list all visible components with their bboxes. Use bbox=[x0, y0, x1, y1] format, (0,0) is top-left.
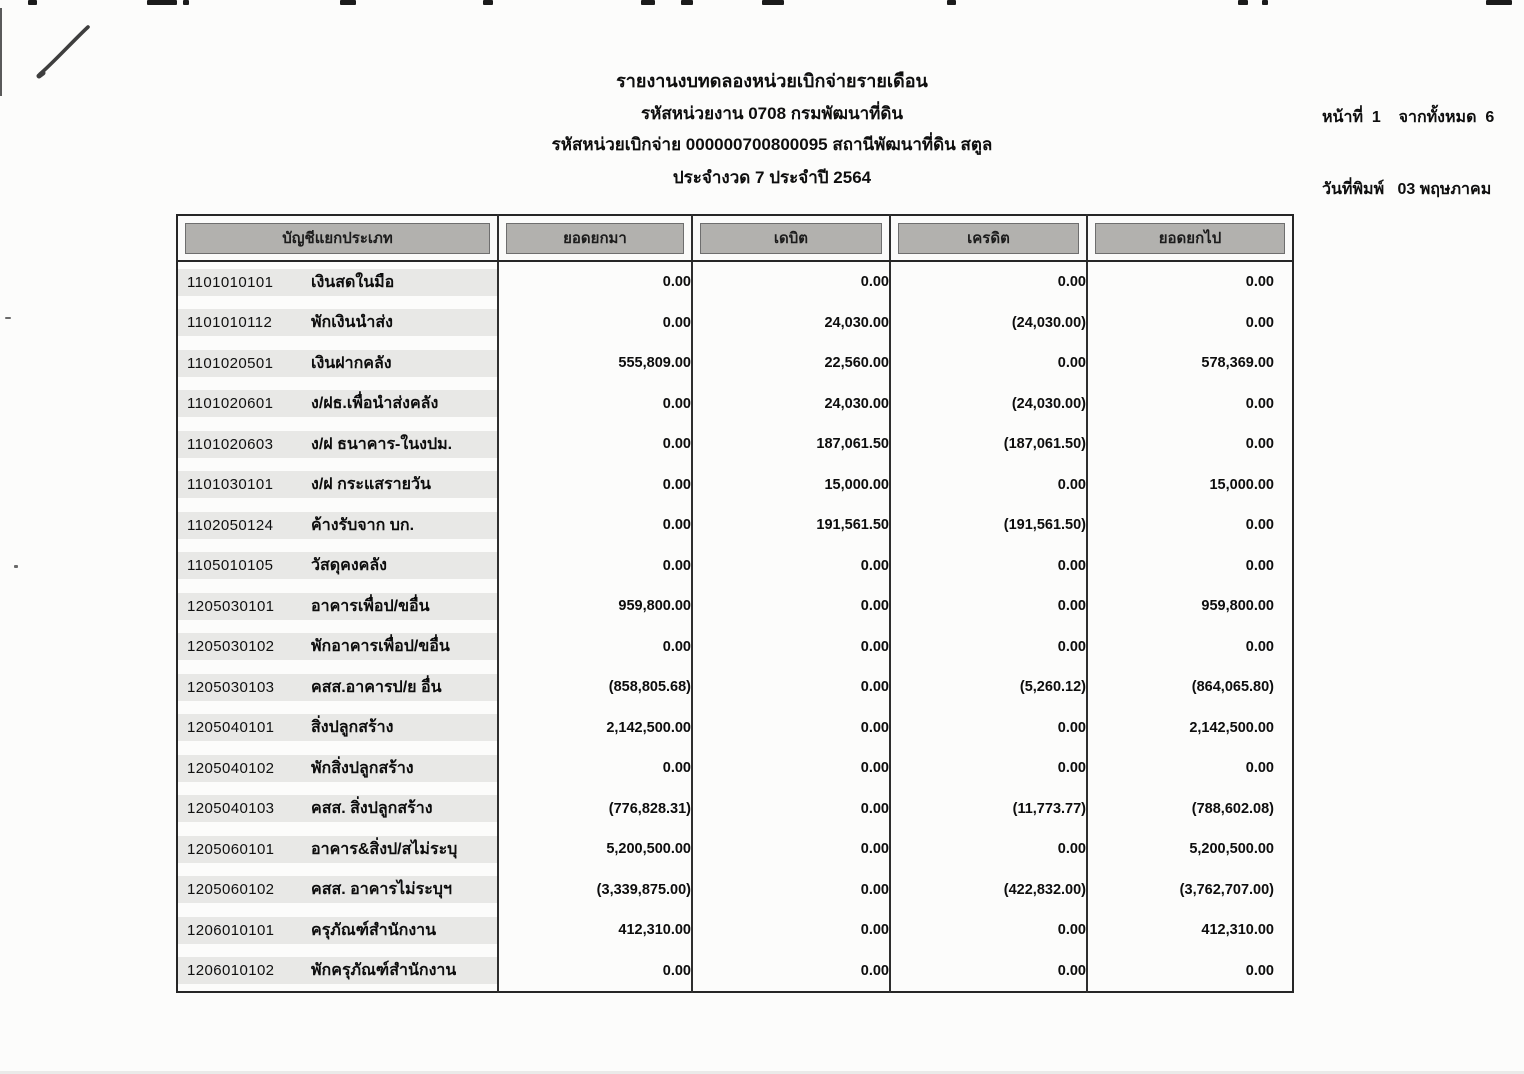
table-row bbox=[177, 789, 1293, 830]
trial-balance-table bbox=[176, 214, 1294, 993]
carry-forward-amount: 0.00 bbox=[498, 627, 692, 668]
account-name: ง/ฝธ.เพื่อนำส่งคลัง bbox=[311, 395, 439, 413]
account-code: 1205060101 bbox=[187, 840, 275, 858]
column-header-carry-over: ยอดยกไป bbox=[1095, 223, 1285, 254]
scan-edge-line bbox=[0, 8, 2, 96]
account-code: 1205040103 bbox=[187, 800, 275, 818]
table-row bbox=[177, 384, 1293, 425]
carry-forward-amount: 2,142,500.00 bbox=[498, 708, 692, 749]
scan-speck bbox=[5, 317, 11, 319]
table-row bbox=[177, 261, 1293, 303]
table-row bbox=[177, 465, 1293, 506]
account-code: 1102050124 bbox=[187, 516, 274, 534]
account-stripe bbox=[178, 269, 497, 296]
credit-amount: 0.00 bbox=[890, 748, 1087, 789]
scan-artifact bbox=[183, 0, 189, 5]
scan-artifact bbox=[641, 0, 655, 5]
account-stripe bbox=[178, 836, 497, 863]
credit-amount: 0.00 bbox=[890, 951, 1087, 993]
debit-amount: 0.00 bbox=[692, 870, 890, 911]
table-row bbox=[177, 627, 1293, 668]
table-row bbox=[177, 708, 1293, 749]
account-stripe bbox=[178, 633, 497, 660]
column-header-carry-forward: ยอดยกมา bbox=[506, 223, 684, 254]
scan-artifact bbox=[681, 0, 693, 5]
column-header-gl-account: บัญชีแยกประเภท bbox=[185, 223, 490, 254]
account-stripe bbox=[178, 431, 497, 458]
account-code: 1205040101 bbox=[187, 719, 275, 737]
table-body bbox=[177, 261, 1293, 992]
carry-over-amount: 0.00 bbox=[1087, 505, 1293, 546]
carry-over-amount: 0.00 bbox=[1087, 303, 1293, 344]
debit-amount: 0.00 bbox=[692, 546, 890, 587]
credit-amount: 0.00 bbox=[890, 829, 1087, 870]
table-row bbox=[177, 870, 1293, 911]
debit-amount: 24,030.00 bbox=[692, 384, 890, 425]
scan-artifact bbox=[1238, 0, 1248, 5]
account-stripe bbox=[178, 390, 497, 417]
debit-amount: 0.00 bbox=[692, 667, 890, 708]
scan-artifact bbox=[1262, 0, 1268, 5]
account-stripe bbox=[178, 714, 497, 741]
debit-amount: 0.00 bbox=[692, 627, 890, 668]
account-code: 1101030101 bbox=[187, 476, 274, 494]
carry-over-amount: 0.00 bbox=[1087, 384, 1293, 425]
account-code: 1205030103 bbox=[187, 678, 275, 696]
account-code: 1101020601 bbox=[187, 395, 274, 413]
agency-code-line: รหัสหน่วยงาน 0708 กรมพัฒนาที่ดิน bbox=[640, 104, 903, 123]
credit-amount: 0.00 bbox=[890, 546, 1087, 587]
carry-forward-amount: 412,310.00 bbox=[498, 910, 692, 951]
debit-amount: 191,561.50 bbox=[692, 505, 890, 546]
account-stripe bbox=[178, 957, 497, 984]
table-row bbox=[177, 667, 1293, 708]
account-code: 1101020603 bbox=[187, 435, 274, 453]
carry-over-amount: (788,602.08) bbox=[1087, 789, 1293, 830]
account-name: วัสดุคงคลัง bbox=[311, 557, 387, 575]
credit-amount: (24,030.00) bbox=[890, 384, 1087, 425]
debit-amount: 0.00 bbox=[692, 586, 890, 627]
scan-speck bbox=[14, 565, 18, 568]
credit-amount: 0.00 bbox=[890, 708, 1087, 749]
account-stripe bbox=[178, 593, 497, 620]
account-stripe bbox=[178, 512, 497, 539]
column-header-credit: เครดิต bbox=[898, 223, 1079, 254]
credit-amount: (5,260.12) bbox=[890, 667, 1087, 708]
account-code: 1101010101 bbox=[187, 273, 274, 291]
scan-artifact bbox=[28, 0, 37, 5]
credit-amount: 0.00 bbox=[890, 910, 1087, 951]
credit-amount: 0.00 bbox=[890, 465, 1087, 506]
carry-forward-amount: 5,200,500.00 bbox=[498, 829, 692, 870]
table-row bbox=[177, 951, 1293, 993]
carry-over-amount: (864,065.80) bbox=[1087, 667, 1293, 708]
table-row bbox=[177, 829, 1293, 870]
credit-amount: 0.00 bbox=[890, 586, 1087, 627]
account-stripe bbox=[178, 350, 497, 377]
scan-artifact bbox=[762, 0, 784, 5]
table-header-row bbox=[177, 215, 1293, 261]
page-number-line: หน้าที่ 1 จากทั้งหมด 6 bbox=[1322, 109, 1495, 126]
table-row bbox=[177, 303, 1293, 344]
account-code: 1205030101 bbox=[187, 597, 275, 615]
carry-forward-amount: 0.00 bbox=[498, 424, 692, 465]
account-name: เงินสดในมือ bbox=[311, 273, 395, 291]
carry-over-amount: 5,200,500.00 bbox=[1087, 829, 1293, 870]
carry-over-amount: 578,369.00 bbox=[1087, 343, 1293, 384]
scan-artifact bbox=[147, 0, 177, 5]
debit-amount: 15,000.00 bbox=[692, 465, 890, 506]
account-stripe bbox=[178, 795, 497, 822]
credit-amount: (187,061.50) bbox=[890, 424, 1087, 465]
credit-amount: (24,030.00) bbox=[890, 303, 1087, 344]
table-row bbox=[177, 586, 1293, 627]
table-row bbox=[177, 505, 1293, 546]
account-code: 1205060102 bbox=[187, 881, 275, 899]
carry-forward-amount: (776,828.31) bbox=[498, 789, 692, 830]
carry-forward-amount: 0.00 bbox=[498, 748, 692, 789]
carry-over-amount: 2,142,500.00 bbox=[1087, 708, 1293, 749]
print-date-line: วันที่พิมพ์ 03 พฤษภาคม bbox=[1322, 181, 1492, 198]
account-stripe bbox=[178, 917, 497, 944]
debit-amount: 0.00 bbox=[692, 261, 890, 303]
account-code: 1206010102 bbox=[187, 962, 275, 980]
account-stripe bbox=[178, 552, 497, 579]
carry-over-amount: 0.00 bbox=[1087, 424, 1293, 465]
account-stripe bbox=[178, 471, 497, 498]
carry-forward-amount: 0.00 bbox=[498, 465, 692, 506]
account-name: คสส. อาคารไม่ระบุฯ bbox=[311, 881, 452, 899]
account-name: คสส. สิ่งปลูกสร้าง bbox=[311, 800, 433, 818]
credit-amount: (422,832.00) bbox=[890, 870, 1087, 911]
debit-amount: 0.00 bbox=[692, 829, 890, 870]
carry-over-amount: 412,310.00 bbox=[1087, 910, 1293, 951]
debit-amount: 0.00 bbox=[692, 789, 890, 830]
disbursement-unit-line: รหัสหน่วยเบิกจ่าย 000000700800095 สถานีพัฒนาที่ดิน สตูล bbox=[551, 135, 993, 154]
account-name: ครุภัณฑ์สำนักงาน bbox=[311, 921, 437, 939]
period-line: ประจำงวด 7 ประจำปี 2564 bbox=[672, 168, 872, 187]
account-name: ง/ฝ ธนาคาร-ในงปม. bbox=[311, 435, 453, 453]
account-name: พักสิ่งปลูกสร้าง bbox=[311, 759, 414, 777]
carry-forward-amount: 0.00 bbox=[498, 303, 692, 344]
account-name: พักเงินนำส่ง bbox=[311, 314, 393, 332]
account-code: 1101020501 bbox=[187, 354, 274, 372]
account-code: 1205040102 bbox=[187, 759, 275, 777]
account-name: พักอาคารเพื่อป/ขอื่น bbox=[311, 638, 450, 656]
account-name: เงินฝากคลัง bbox=[311, 354, 392, 372]
table-row bbox=[177, 546, 1293, 587]
carry-over-amount: 0.00 bbox=[1087, 627, 1293, 668]
carry-forward-amount: (858,805.68) bbox=[498, 667, 692, 708]
credit-amount: 0.00 bbox=[890, 261, 1087, 303]
carry-forward-amount: 0.00 bbox=[498, 384, 692, 425]
credit-amount: 0.00 bbox=[890, 627, 1087, 668]
carry-forward-amount: 0.00 bbox=[498, 951, 692, 993]
table-row bbox=[177, 343, 1293, 384]
page-info bbox=[1322, 58, 1522, 250]
account-name: ง/ฝ กระแสรายวัน bbox=[311, 476, 431, 494]
account-name: ค้างรับจาก บก. bbox=[311, 516, 415, 534]
table-row bbox=[177, 910, 1293, 951]
debit-amount: 0.00 bbox=[692, 910, 890, 951]
carry-over-amount: 959,800.00 bbox=[1087, 586, 1293, 627]
column-header-debit: เดบิต bbox=[700, 223, 882, 254]
debit-amount: 187,061.50 bbox=[692, 424, 890, 465]
carry-over-amount: 0.00 bbox=[1087, 261, 1293, 303]
debit-amount: 0.00 bbox=[692, 708, 890, 749]
carry-over-amount: (3,762,707.00) bbox=[1087, 870, 1293, 911]
carry-forward-amount: 0.00 bbox=[498, 261, 692, 303]
table-row bbox=[177, 748, 1293, 789]
carry-forward-amount: 959,800.00 bbox=[498, 586, 692, 627]
account-code: 1101010112 bbox=[187, 314, 273, 332]
report-title: รายงานงบทดลองหน่วยเบิกจ่ายรายเดือน bbox=[616, 71, 928, 91]
carry-over-amount: 0.00 bbox=[1087, 748, 1293, 789]
account-name: อาคาร&สิ่งป/สไม่ระบุ bbox=[311, 840, 458, 858]
account-stripe bbox=[178, 876, 497, 903]
scan-artifact bbox=[483, 0, 493, 5]
table-row bbox=[177, 424, 1293, 465]
account-code: 1105010105 bbox=[187, 557, 274, 575]
account-name: คสส.อาคารป/ย อื่น bbox=[311, 678, 442, 696]
debit-amount: 22,560.00 bbox=[692, 343, 890, 384]
handwritten-slash-mark bbox=[28, 20, 108, 82]
carry-forward-amount: 0.00 bbox=[498, 546, 692, 587]
carry-forward-amount: 555,809.00 bbox=[498, 343, 692, 384]
carry-over-amount: 15,000.00 bbox=[1087, 465, 1293, 506]
credit-amount: 0.00 bbox=[890, 343, 1087, 384]
carry-forward-amount: (3,339,875.00) bbox=[498, 870, 692, 911]
account-name: สิ่งปลูกสร้าง bbox=[311, 719, 394, 737]
carry-over-amount: 0.00 bbox=[1087, 951, 1293, 993]
scan-artifact bbox=[947, 0, 956, 5]
debit-amount: 0.00 bbox=[692, 951, 890, 993]
account-code: 1205030102 bbox=[187, 638, 275, 656]
carry-forward-amount: 0.00 bbox=[498, 505, 692, 546]
scan-artifact bbox=[1486, 0, 1512, 5]
debit-amount: 24,030.00 bbox=[692, 303, 890, 344]
credit-amount: (191,561.50) bbox=[890, 505, 1087, 546]
account-code: 1206010101 bbox=[187, 921, 275, 939]
credit-amount: (11,773.77) bbox=[890, 789, 1087, 830]
account-stripe bbox=[178, 674, 497, 701]
account-name: อาคารเพื่อป/ขอื่น bbox=[311, 597, 430, 615]
account-name: พักครุภัณฑ์สำนักงาน bbox=[311, 962, 457, 980]
debit-amount: 0.00 bbox=[692, 748, 890, 789]
carry-over-amount: 0.00 bbox=[1087, 546, 1293, 587]
account-stripe bbox=[178, 755, 497, 782]
account-stripe bbox=[178, 309, 497, 336]
scan-artifact bbox=[340, 0, 356, 5]
